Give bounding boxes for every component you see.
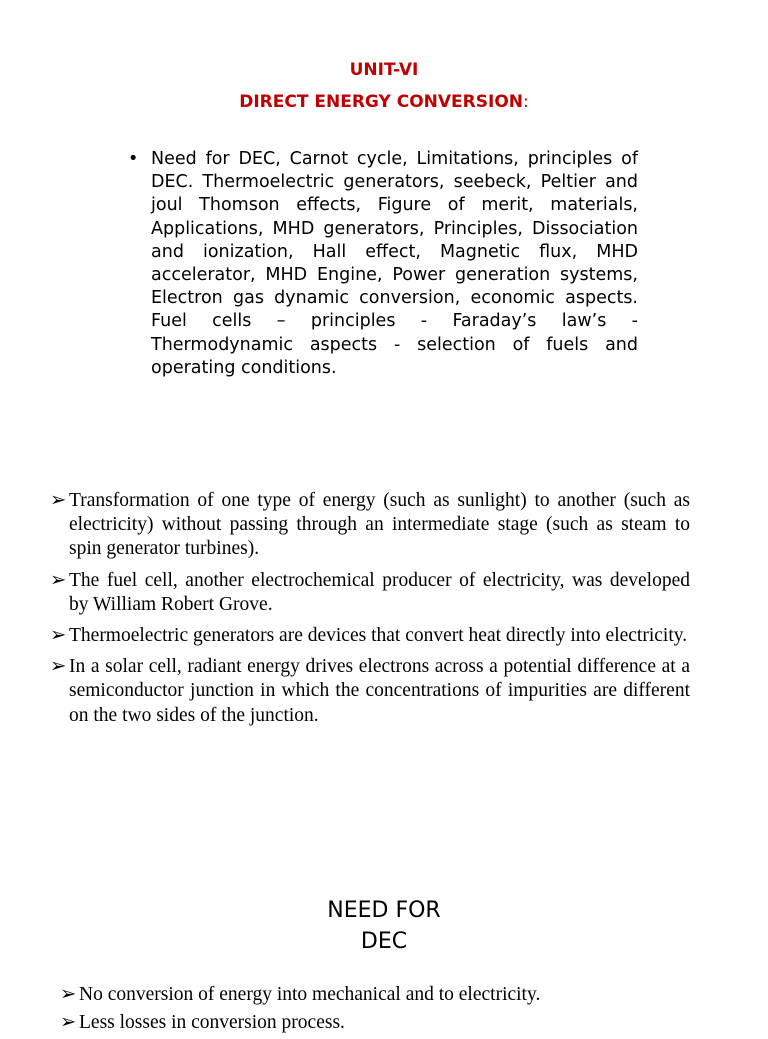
arrow-bullet-icon: ➢ (50, 656, 67, 678)
section-heading (0, 895, 768, 957)
page-title-colon: : (523, 92, 529, 112)
list-item-text: Thermoelectric generators are devices that convert heat directly into electricity. (69, 625, 688, 647)
section-heading-line-2: DEC (360, 929, 408, 954)
list-item (48, 655, 690, 728)
arrow-bullet-icon: ➢ (50, 625, 67, 647)
syllabus-block (128, 148, 638, 380)
list-item-text: Less losses in conversion process. (79, 1012, 345, 1033)
bullet-icon: • (128, 149, 139, 169)
syllabus-text: Need for DEC, Carnot cycle, Limitations, principles of DEC. Thermoelectric generators, seebeck, Peltier and joul Thomson effects, Figure of merit, materials, Applications, MHD generators, Principles, Dissociation and ionization, Hall effect, Magnetic flux, MHD accelerator, MHD Engine, Power generation systems, Electron gas dynamic conversion, economic aspects. Fuel cells – principles - Faraday’s law’s - Thermodynamic aspects - selection of fuels and operating conditions. (151, 149, 638, 378)
list-item (58, 983, 738, 1007)
definition-points (48, 489, 690, 735)
unit-heading: UNIT-VI (349, 60, 419, 80)
arrow-bullet-icon: ➢ (50, 569, 67, 591)
arrow-bullet-icon: ➢ (50, 490, 67, 511)
list-item (48, 624, 690, 648)
arrow-bullet-icon: ➢ (60, 984, 77, 1005)
page-title-text: DIRECT ENERGY CONVERSION (239, 92, 523, 112)
list-item-text: In a solar cell, radiant energy drives electrons across a potential difference at a semiconductor junction in which the concentrations of impurities are different on the two sides of the junction. (69, 656, 690, 726)
list-item-text: The fuel cell, another electrochemical producer of electricity, was developed by William Robert Grove. (69, 569, 690, 615)
list-item-text: No conversion of energy into mechanical and to electricity. (79, 984, 541, 1005)
list-item (48, 489, 690, 562)
list-item (48, 569, 690, 617)
section-heading-line-1: NEED FOR (327, 898, 441, 923)
list-item-text: Transformation of one type of energy (such as sunlight) to another (such as electricity) without passing through an intermediate stage (such as steam to spin generator turbines). (69, 490, 690, 560)
list-item (58, 1011, 738, 1035)
need-points (58, 983, 738, 1039)
page-title (0, 91, 768, 113)
arrow-bullet-icon: ➢ (60, 1012, 77, 1033)
